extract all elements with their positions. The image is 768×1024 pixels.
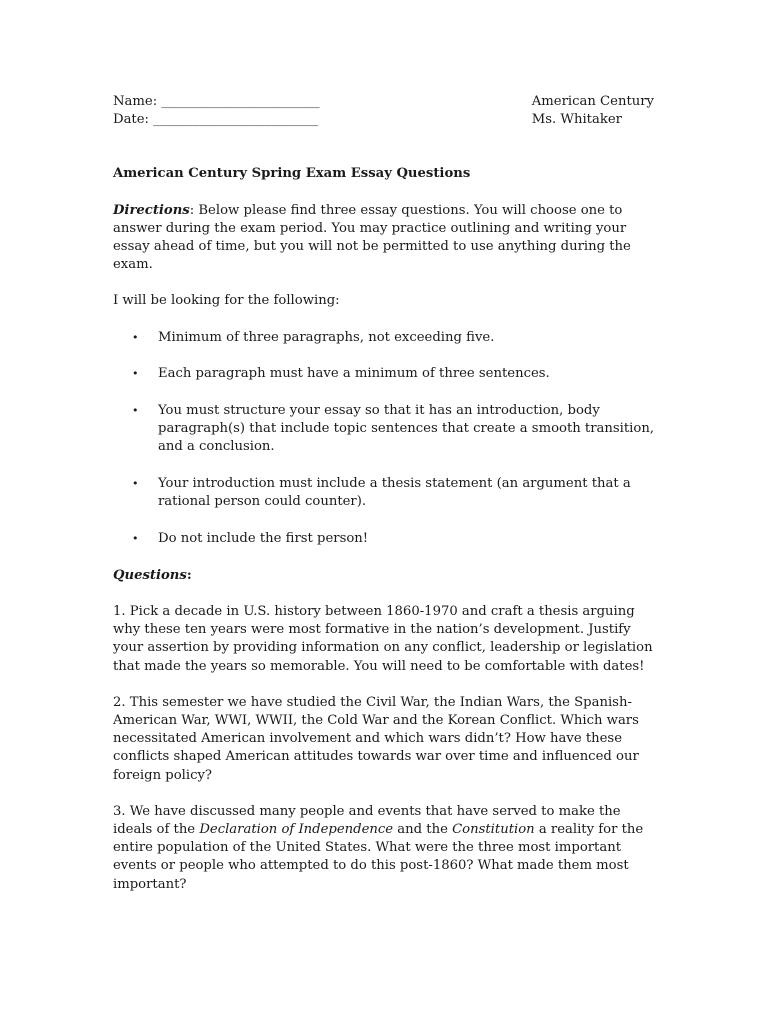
requirement-text: Your introduction must include a thesis statement (an argument that a rational person could counter). [158, 476, 631, 510]
constitution-title: Constitution [452, 821, 535, 837]
bullet-icon: • [132, 404, 139, 418]
date-field: Date: _________________________ [113, 112, 319, 128]
student-info [113, 93, 320, 129]
list-item [113, 530, 658, 548]
question-1: 1. Pick a decade in U.S. history between 1860-1970 and craft a thesis arguing why these ten years were most formative in the nation’s development. Justify your assertion by providing information on any conflict, leadership or legislation that made the years so memorable. You will need to be comfortable with dates! [113, 603, 653, 674]
document-title: American Century Spring Exam Essay Questions [113, 166, 471, 182]
requirement-text: Do not include the first person! [158, 531, 369, 547]
course-info [532, 93, 654, 129]
requirement-text: Each paragraph must have a minimum of three sentences. [158, 366, 550, 382]
requirements-intro: I will be looking for the following: [113, 293, 340, 309]
header [113, 93, 658, 129]
directions-lead: Directions [113, 202, 190, 218]
bullet-icon: • [132, 477, 139, 491]
questions-lead: Questions [113, 567, 187, 583]
list-item [113, 475, 658, 511]
bullet-icon: • [132, 367, 139, 381]
bullet-icon: • [132, 532, 139, 546]
requirement-text: You must structure your essay so that it has an introduction, body paragraph(s) that include topic sentences that create a smooth transition, and a conclusion. [158, 403, 655, 455]
course-name: American Century [531, 94, 654, 109]
question-2: 2. This semester we have studied the Civil War, the Indian Wars, the Spanish-American War, WWI, WWII, the Cold War and the Korean Conflict. Which wars necessitated American involvement and which wars didn’t? How have these conflicts shaped American attitudes towards war over time and influenced our foreign policy? [113, 694, 639, 783]
directions-paragraph [113, 202, 658, 275]
list-item [113, 365, 658, 383]
question-3-part3: a reality for the entire population of the United States. What were the three most important events or people who attempted to do this post-1860? What made them most important? [113, 821, 644, 892]
question-3-part1: 3. We have discussed many people and events that have served to make the ideals of the [113, 803, 621, 837]
declaration-title: Declaration of Independence [199, 821, 394, 837]
questions-heading [113, 567, 658, 585]
name-field: Name: ________________________ [113, 94, 320, 109]
question-3-part2: and the [393, 821, 453, 837]
bullet-icon: • [132, 330, 139, 344]
question-3 [113, 803, 658, 894]
requirements-list [113, 329, 658, 549]
list-item [113, 329, 658, 347]
requirement-text: Minimum of three paragraphs, not exceeding five. [158, 329, 495, 345]
list-item [113, 402, 658, 457]
directions-text: : Below please find three essay questions. You will choose one to answer during the exam period. You may practice outlining and writing your essay ahead of time, but you will not be permitted to use anything during the exam. [113, 202, 631, 273]
questions-suffix: : [186, 567, 192, 583]
document-page [113, 93, 658, 894]
teacher-name: Ms. Whitaker [531, 112, 622, 128]
